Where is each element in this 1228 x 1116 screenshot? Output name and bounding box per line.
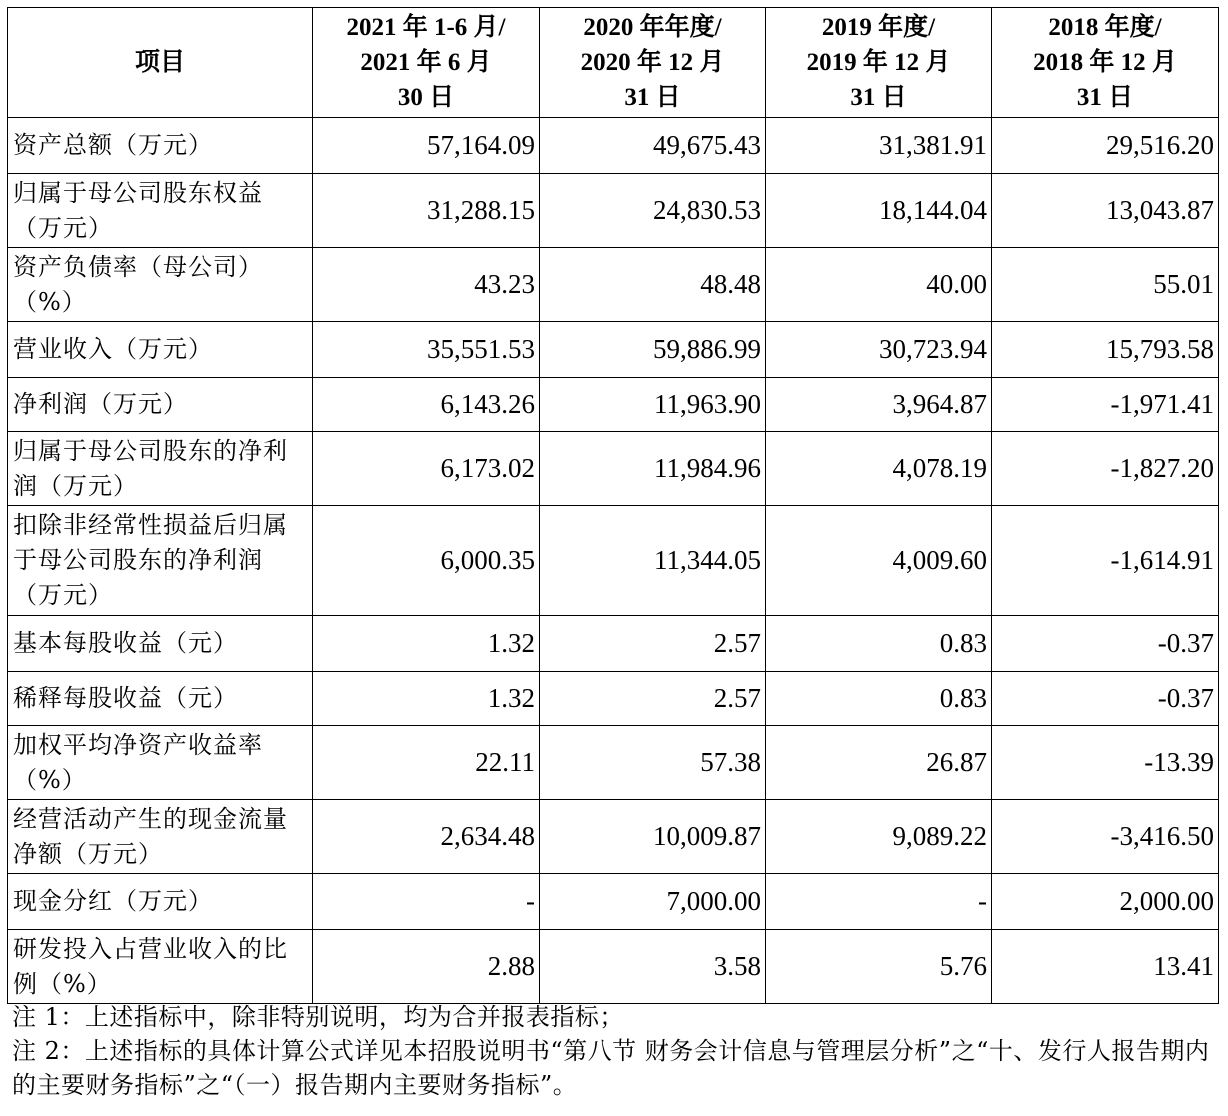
cell-value: -3,416.50: [992, 800, 1219, 874]
table-notes: [12, 1000, 1218, 1102]
table-row: [8, 248, 1219, 322]
cell-value: 1.32: [313, 672, 540, 726]
cell-value: 4,078.19: [766, 432, 992, 506]
cell-value: 2,000.00: [992, 874, 1219, 930]
header-item: 项目: [8, 8, 313, 118]
note-2: 注 2：上述指标的具体计算公式详见本招股说明书“第八节 财务会计信息与管理层分析”之“十、发行人报告期内的主要财务指标”之“（一）报告期内主要财务指标”。: [12, 1037, 1210, 1099]
table-row: [8, 506, 1219, 616]
row-label: 加权平均净资产收益率（%）: [8, 726, 313, 800]
row-label: 扣除非经常性损益后归属于母公司股东的净利润（万元）: [8, 506, 313, 616]
cell-value: -: [313, 874, 540, 930]
cell-value: 2.57: [540, 672, 766, 726]
cell-value: 18,144.04: [766, 174, 992, 248]
cell-value: 22.11: [313, 726, 540, 800]
cell-value: -0.37: [992, 672, 1219, 726]
header-2018: 2018 年度/ 2018 年 12 月 31 日: [992, 8, 1219, 118]
cell-value: 11,984.96: [540, 432, 766, 506]
cell-value: 13.41: [992, 930, 1219, 1004]
row-label: 归属于母公司股东的净利润（万元）: [8, 432, 313, 506]
cell-value: 26.87: [766, 726, 992, 800]
cell-value: 6,173.02: [313, 432, 540, 506]
header-2020: 2020 年年度/ 2020 年 12 月 31 日: [540, 8, 766, 118]
row-label: 归属于母公司股东权益（万元）: [8, 174, 313, 248]
cell-value: 40.00: [766, 248, 992, 322]
cell-value: 0.83: [766, 672, 992, 726]
cell-value: 13,043.87: [992, 174, 1219, 248]
cell-value: 35,551.53: [313, 322, 540, 378]
cell-value: -1,614.91: [992, 506, 1219, 616]
row-label: 资产负债率（母公司）（%）: [8, 248, 313, 322]
cell-value: 57.38: [540, 726, 766, 800]
cell-value: 31,288.15: [313, 174, 540, 248]
cell-value: 48.48: [540, 248, 766, 322]
cell-value: 5.76: [766, 930, 992, 1004]
cell-value: 43.23: [313, 248, 540, 322]
table-row: [8, 726, 1219, 800]
note-1: 注 1：上述指标中，除非特别说明，均为合并报表指标；: [12, 1003, 624, 1031]
row-label: 现金分红（万元）: [8, 874, 313, 930]
header-row: [8, 8, 1219, 118]
table-row: [8, 378, 1219, 432]
cell-value: 0.83: [766, 616, 992, 672]
cell-value: 11,344.05: [540, 506, 766, 616]
cell-value: 6,143.26: [313, 378, 540, 432]
cell-value: 55.01: [992, 248, 1219, 322]
row-label: 研发投入占营业收入的比例（%）: [8, 930, 313, 1004]
cell-value: 4,009.60: [766, 506, 992, 616]
cell-value: 59,886.99: [540, 322, 766, 378]
cell-value: -13.39: [992, 726, 1219, 800]
cell-value: 2.88: [313, 930, 540, 1004]
cell-value: 57,164.09: [313, 118, 540, 174]
cell-value: 2,634.48: [313, 800, 540, 874]
cell-value: 10,009.87: [540, 800, 766, 874]
cell-value: 2.57: [540, 616, 766, 672]
table-row: [8, 672, 1219, 726]
cell-value: 1.32: [313, 616, 540, 672]
cell-value: 24,830.53: [540, 174, 766, 248]
row-label: 营业收入（万元）: [8, 322, 313, 378]
cell-value: -1,971.41: [992, 378, 1219, 432]
cell-value: 49,675.43: [540, 118, 766, 174]
cell-value: 31,381.91: [766, 118, 992, 174]
header-2019: 2019 年度/ 2019 年 12 月 31 日: [766, 8, 992, 118]
cell-value: 15,793.58: [992, 322, 1219, 378]
cell-value: 30,723.94: [766, 322, 992, 378]
cell-value: 29,516.20: [992, 118, 1219, 174]
cell-value: -1,827.20: [992, 432, 1219, 506]
cell-value: 11,963.90: [540, 378, 766, 432]
row-label: 净利润（万元）: [8, 378, 313, 432]
cell-value: 3,964.87: [766, 378, 992, 432]
row-label: 经营活动产生的现金流量净额（万元）: [8, 800, 313, 874]
row-label: 稀释每股收益（元）: [8, 672, 313, 726]
row-label: 基本每股收益（元）: [8, 616, 313, 672]
table-row: [8, 874, 1219, 930]
cell-value: -0.37: [992, 616, 1219, 672]
table-row: [8, 174, 1219, 248]
table-row: [8, 616, 1219, 672]
cell-value: -: [766, 874, 992, 930]
table-row: [8, 118, 1219, 174]
table-row: [8, 322, 1219, 378]
table-row: [8, 800, 1219, 874]
cell-value: 3.58: [540, 930, 766, 1004]
cell-value: 6,000.35: [313, 506, 540, 616]
row-label: 资产总额（万元）: [8, 118, 313, 174]
cell-value: 7,000.00: [540, 874, 766, 930]
table-row: [8, 432, 1219, 506]
financial-indicators-table: [7, 7, 1219, 1004]
header-2021h1: 2021 年 1-6 月/ 2021 年 6 月 30 日: [313, 8, 540, 118]
cell-value: 9,089.22: [766, 800, 992, 874]
table-row: [8, 930, 1219, 1004]
